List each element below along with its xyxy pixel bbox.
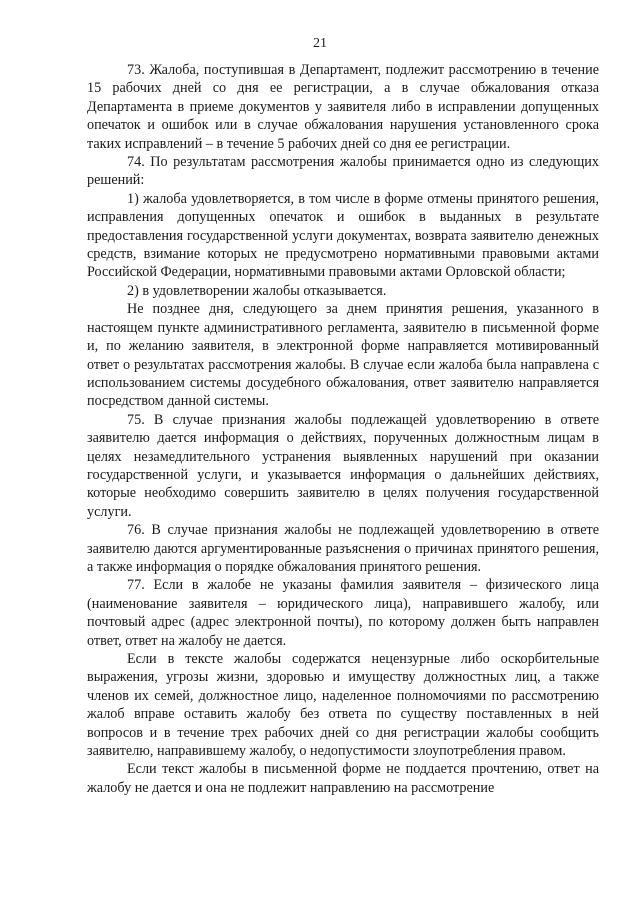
paragraph-77: 77. Если в жалобе не указаны фамилия заявителя – физического лица (наименование заявителя – юридического лица), направившего жалобу, или почтовый адрес (адрес электронной почты), по которому должен быть направлен ответ, ответ на жалобу не дается.	[87, 577, 599, 649]
paragraph-74: 74. По результатам рассмотрения жалобы принимается одно из следующих решений:	[87, 154, 599, 189]
paragraph-75: 75. В случае признания жалобы подлежащей удовлетворению в ответе заявителю дается информация о действиях, порученных должностным лицам в целях незамедлительного устранения выявленных нарушений при оказании государственной услуги, и указывается информация о дальнейших действиях, которые необходимо совершить заявителю в целях получения государственной услуги.	[87, 411, 599, 520]
paragraph-74-item-1: 1) жалоба удовлетворяется, в том числе в форме отмены принятого решения, исправления допущенных опечаток и ошибок в выданных в результате предоставления государственной услуги документах, возврата заявителю денежных средств, взимание которых не предусмотрено нормативными правовыми актами Российской Федерации, нормативными правовыми актами Орловской области;	[87, 190, 599, 281]
paragraph-73: 73. Жалоба, поступившая в Департамент, подлежит рассмотрению в течение 15 рабочих дней со дня ее регистрации, а в случае обжалования отказа Департамента в приеме документов у заявителя либо в исправлении допущенных опечаток и ошибок или в случае обжалования нарушения установленного срока таких исправлений – в течение 5 рабочих дней со дня ее регистрации.	[87, 62, 599, 152]
paragraph-76: 76. В случае признания жалобы не подлежащей удовлетворению в ответе заявителю даются аргументированные разъяснения о причинах принятого решения, а также информация о порядке обжалования принятого решения.	[87, 522, 599, 575]
document-body	[87, 61, 599, 797]
paragraph-74-item-2: 2) в удовлетворении жалобы отказывается.	[127, 282, 387, 299]
paragraph-77-offensive: Если в тексте жалобы содержатся нецензурные либо оскорбительные выражения, угрозы жизни, здоровью и имуществу должностных лиц, а также членов их семей, должностное лицо, наделенное полномочиями по рассмотрению жалоб вправе оставить жалобу без ответа по существу поставленных в ней вопросов и в течение трех рабочих дней со дня регистрации жалобы сообщить заявителю, направившему жалобу, о недопустимости злоупотребления правом.	[87, 651, 599, 760]
paragraph-74-response: Не позднее дня, следующего за днем принятия решения, указанного в настоящем пункте административного регламента, заявителю в письменной форме и, по желанию заявителя, в электронной форме направляется мотивированный ответ о результатах рассмотрения жалобы. В случае если жалоба была направлена с использованием системы досудебного обжалования, ответ заявителю направляется посредством данной системы.	[87, 301, 599, 410]
paragraph-77-unreadable: Если текст жалобы в письменной форме не поддается прочтению, ответ на жалобу не дается и она не подлежит направлению на рассмотрение	[87, 761, 599, 796]
page-number: 21	[313, 36, 327, 51]
